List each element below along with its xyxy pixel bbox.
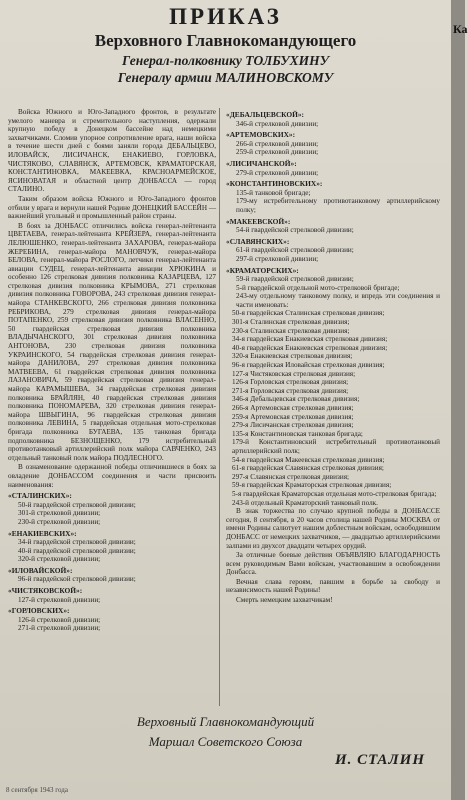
group-title: «ЕНАКИЕВСКИХ»: [8, 528, 77, 538]
paragraph: В ознаменование одержанной победы отличившиеся в боях за овладение ДОНБАССОМ соединения и части присвоить наименования: [8, 463, 216, 489]
group-title: «КОНСТАНТИНОВСКИХ»: [226, 179, 323, 189]
named-unit: 320-я Енакиевская стрелковая дивизия; [232, 352, 353, 361]
group-item: 243-му отдельному танковому полку, и впредь эти соединения и части именовать: [236, 292, 440, 309]
named-unit: 297-я Славянская стрелковая дивизия; [232, 472, 349, 481]
group-item: 5-й гвардейской отдельной мото-стрелковой бригаде; [236, 283, 400, 292]
adjacent-page-edge [451, 0, 468, 800]
closing-paragraph: Вечная слава героям, павшим в борьбе за свободу и независимость нашей Родины! [226, 577, 440, 595]
signature-title: Верховный Главнокомандующий [136, 714, 315, 729]
named-unit: 266-я Артемовская стрелковая дивизия; [232, 404, 354, 412]
group-title: «ГОРЛОВСКИХ»: [8, 606, 70, 616]
named-unit: 5-я гвардейская Краматорская отдельная мото-стрелковая бригада; [232, 489, 437, 498]
publication-date: 8 сентября 1943 года [6, 786, 68, 794]
named-unit: 179-й Константиновский истребительный противотанковый артиллерийский полк; [232, 438, 440, 455]
closing-paragraph: Смерть немецким захватчикам! [236, 596, 333, 605]
closing-paragraph: В знак торжества по случаю крупной победы в ДОНБАССЕ сегодня, 8 сентября, в 20 часов столица нашей Родины МОСКВА от имени Родины салютует нашим доблестным войскам, освободившим ДОНБАСС от немецких захватчиков, — двадцатью артиллерийскими залпами из двухсот двадцати четырех орудий. [226, 507, 440, 550]
named-unit: 243-й отдельный Краматорский танковый полк. [232, 498, 378, 507]
named-unit: 230-я Сталинская стрелковая дивизия; [232, 326, 350, 335]
group-item: 346-й стрелковой дивизии; [236, 119, 319, 128]
group-item: 259-й стрелковой дивизии; [236, 148, 319, 157]
order-subtitle: Верховного Главнокомандующего [94, 31, 357, 50]
named-unit: 50-я гвардейская Сталинская стрелковая дивизия; [232, 309, 385, 318]
group-item: 266-й стрелковой дивизии; [236, 139, 319, 148]
paragraph: Таким образом войска Южного и Юго-Западного фронтов отбили у врага и вернули нашей Родине ДОНЕЦКИЙ БАССЕЙН — важнейший угольный и промышленный район страны. [8, 194, 217, 221]
edge-text: Ка [453, 22, 468, 36]
group-item: 320-й стрелковой дивизии; [18, 555, 101, 564]
named-unit: 59-я гвардейская Краматорская стрелковая дивизия; [232, 481, 392, 490]
group-title: «МАКЕЕВСКОЙ»: [226, 216, 291, 226]
paragraph: В боях за ДОНБАСС отличились войска генерал-лейтенанта ЦВЕТАЕВА, генерал-лейтенанта КРЕЙЗЕРА, генерал-лейтенанта ЛЕЛЮШЕНКО, генерал-лейтенанта ЗАХАРОВА, генерал-майора ЖЕРЕБИНА, генерал-майора МАНОВЧУК, генерал-майора БЕЛОВА, генерал-майора РОСЛОГО, летчики генерал-лейтенанта авиации СУДЕЦ, генерал-лейтенанта авиации ХРЮКИНА и особенно 126 стрелковая дивизия полковника КАЗАРЦЕВА, 127 стрелковая дивизия полковника КРЫМОВА, 271 стрелковая дивизия полковника ГОВОРОВА, 243 стрелковая дивизия генерал-майора СТАНКЕВСКОГО, 266 стрелковая дивизия полковника РЕБРИКОВА, 279 стрелковая дивизия генерал-майора ПОТАПЕНКО, 259 стрелковая дивизия полковника ВЛАСЕННО, 50 гвардейская стрелковая дивизия полковника ВЛАДЫЧАНСКОГО, 301 стрелковая дивизия полковника АНТОНОВА, 230 стрелковая дивизия полковника УКРАИНСКОГО, 54 гвардейская стрелковая дивизия генерал-майора ДАНИЛОВА, 297 стрелковая дивизия полковника МАТВЕЕВА, 61 гвардейская стрелковая дивизия полковника ЛАЗАНОВИЧА, 59 гвардейская стрелковая дивизия генерал-майора КАРАМЫШЕВА, 34 гвардейская стрелковая дивизия полковника БРАЙЛЯН, 40 гвардейская стрелковая дивизия полковника ПОНОМАРЕВА, 320 стрелковая дивизия генерал-майора ШВЫГИНА, 96 гвардейская стрелковая дивизия полковника ЛЕВИНА, 5 гвардейская отдельная мото-стрелковая бригада полковника БУГАЕВА, 135 танковая бригада подполковника БЕЗНОЩЕНКО, 179 истребительный противотанковый артиллерийский полк майора САВЧЕНКО, 243 отдельный танковый полк майора ПОДЛЕСНОГО. [8, 221, 216, 462]
right-column [226, 108, 440, 708]
order-header [0, 0, 451, 86]
group-item: 230-й стрелковой дивизии; [18, 517, 101, 526]
group-item: 96-й гвардейской стрелковой дивизии; [18, 575, 136, 584]
named-unit: 346-я Дебальцевская стрелковая дивизия; [232, 395, 360, 404]
group-item: 297-й стрелковой дивизии; [236, 254, 319, 263]
group-item: 271-й стрелковой дивизии; [18, 624, 101, 633]
named-unit: 135-я Константиновская танковая бригада; [232, 429, 363, 438]
left-column [8, 108, 216, 708]
group-item: 50-й гвардейской стрелковой дивизии; [18, 500, 136, 509]
closing-paragraph: За отличные боевые действия ОБЪЯВЛЯЮ БЛАГОДАРНОСТЬ всем руководимым Вами войскам, участвовавшим в освобождении Донбасса. [226, 551, 440, 577]
group-item: 54-й гвардейской стрелковой дивизии; [236, 226, 354, 235]
named-unit: 126-я Горловская стрелковая дивизия; [232, 378, 349, 387]
group-item: 61-й гвардейской стрелковой дивизии; [236, 246, 354, 255]
named-unit: 301-я Сталинская стрелковая дивизия; [232, 318, 350, 327]
addressee-2: Генералу армии МАЛИНОВСКОМУ [117, 70, 334, 85]
group-title: «СТАЛИНСКИХ»: [8, 491, 72, 501]
group-title: «ЧИСТЯКОВСКОЙ»: [8, 586, 83, 596]
group-title: «ЛИСИЧАНСКОЙ»: [226, 158, 297, 168]
group-title: «ДЕБАЛЬЦЕВСКОЙ»: [226, 110, 305, 119]
named-unit: 61-я гвардейская Славянская стрелковая дивизия; [232, 464, 384, 473]
group-title: «ИЛОВАЙСКОЙ»: [8, 565, 73, 575]
order-title: ПРИКАЗ [169, 4, 282, 29]
named-unit: 40-я гвардейская Енакиевская стрелковая дивизия; [232, 343, 388, 352]
signature-rank: Маршал Советского Союза [148, 734, 303, 749]
group-item: 179-му истребительному противотанковому артиллерийскому полку; [236, 197, 440, 214]
group-item: 126-й стрелковой дивизии; [18, 615, 101, 624]
group-item: 127-й стрелковой дивизии; [18, 595, 101, 604]
named-unit: 279-я Лисичанская стрелковая дивизия; [232, 421, 354, 430]
group-item: 135-й танковой бригаде; [236, 188, 311, 197]
group-item: 34-й гвардейской стрелковой дивизии; [18, 538, 136, 547]
group-title: «СЛАВЯНСКИХ»: [226, 236, 290, 246]
addressee-1: Генерал-полковнику ТОЛБУХИНУ [121, 53, 330, 68]
group-item: 279-й стрелковой дивизии; [236, 168, 319, 177]
named-unit: 54-я гвардейская Макеевская стрелковая дивизия; [232, 455, 385, 464]
group-title: «АРТЕМОВСКИХ»: [226, 130, 296, 140]
signature-name: И. СТАЛИН [334, 752, 425, 768]
group-item: 40-й гвардейской стрелковой дивизии; [18, 546, 136, 555]
group-title: «КРАМАТОРСКИХ»: [226, 265, 299, 275]
named-unit: 34-я гвардейская Енакиевская стрелковая дивизия; [232, 335, 388, 344]
named-unit: 271-я Горловская стрелковая дивизия; [232, 386, 349, 395]
named-unit: 259-я Артемовская стрелковая дивизия; [232, 412, 354, 421]
column-divider [219, 108, 220, 706]
named-unit: 127-я Чистяковская стрелковая дивизия; [232, 369, 356, 378]
group-item: 301-й стрелковой дивизии; [18, 509, 101, 518]
group-item: 59-й гвардейской стрелковой дивизии; [236, 275, 354, 284]
named-unit: 96-я гвардейская Иловайская стрелковая дивизия; [232, 361, 385, 370]
paragraph: Войска Южного и Юго-Западного фронтов, в результате умелого маневра и стремительного наступления, одержали крупную победу в Донецком бассейне над немецкими захватчиками. Сломив упорное сопротивление врага, наши войска в течение шести дней с боями заняли города ДЕБАЛЬЦЕВО, ИЛОВАЙСК, ЛИСИЧАНСК, ЕНАКИЕВО, ГОРЛОВКА, ЧИСТЯКОВО, СЛАВЯНСК, АРТЕМОВСК, КРАМАТОРСКАЯ, КОНСТАНТИНОВКА, МАКЕЕВКА, КРАСНОАРМЕЙСКОЕ, ЯСИНОВАТАЯ и областной центр ДОНБАССА — город СТАЛИНО. [8, 108, 216, 194]
